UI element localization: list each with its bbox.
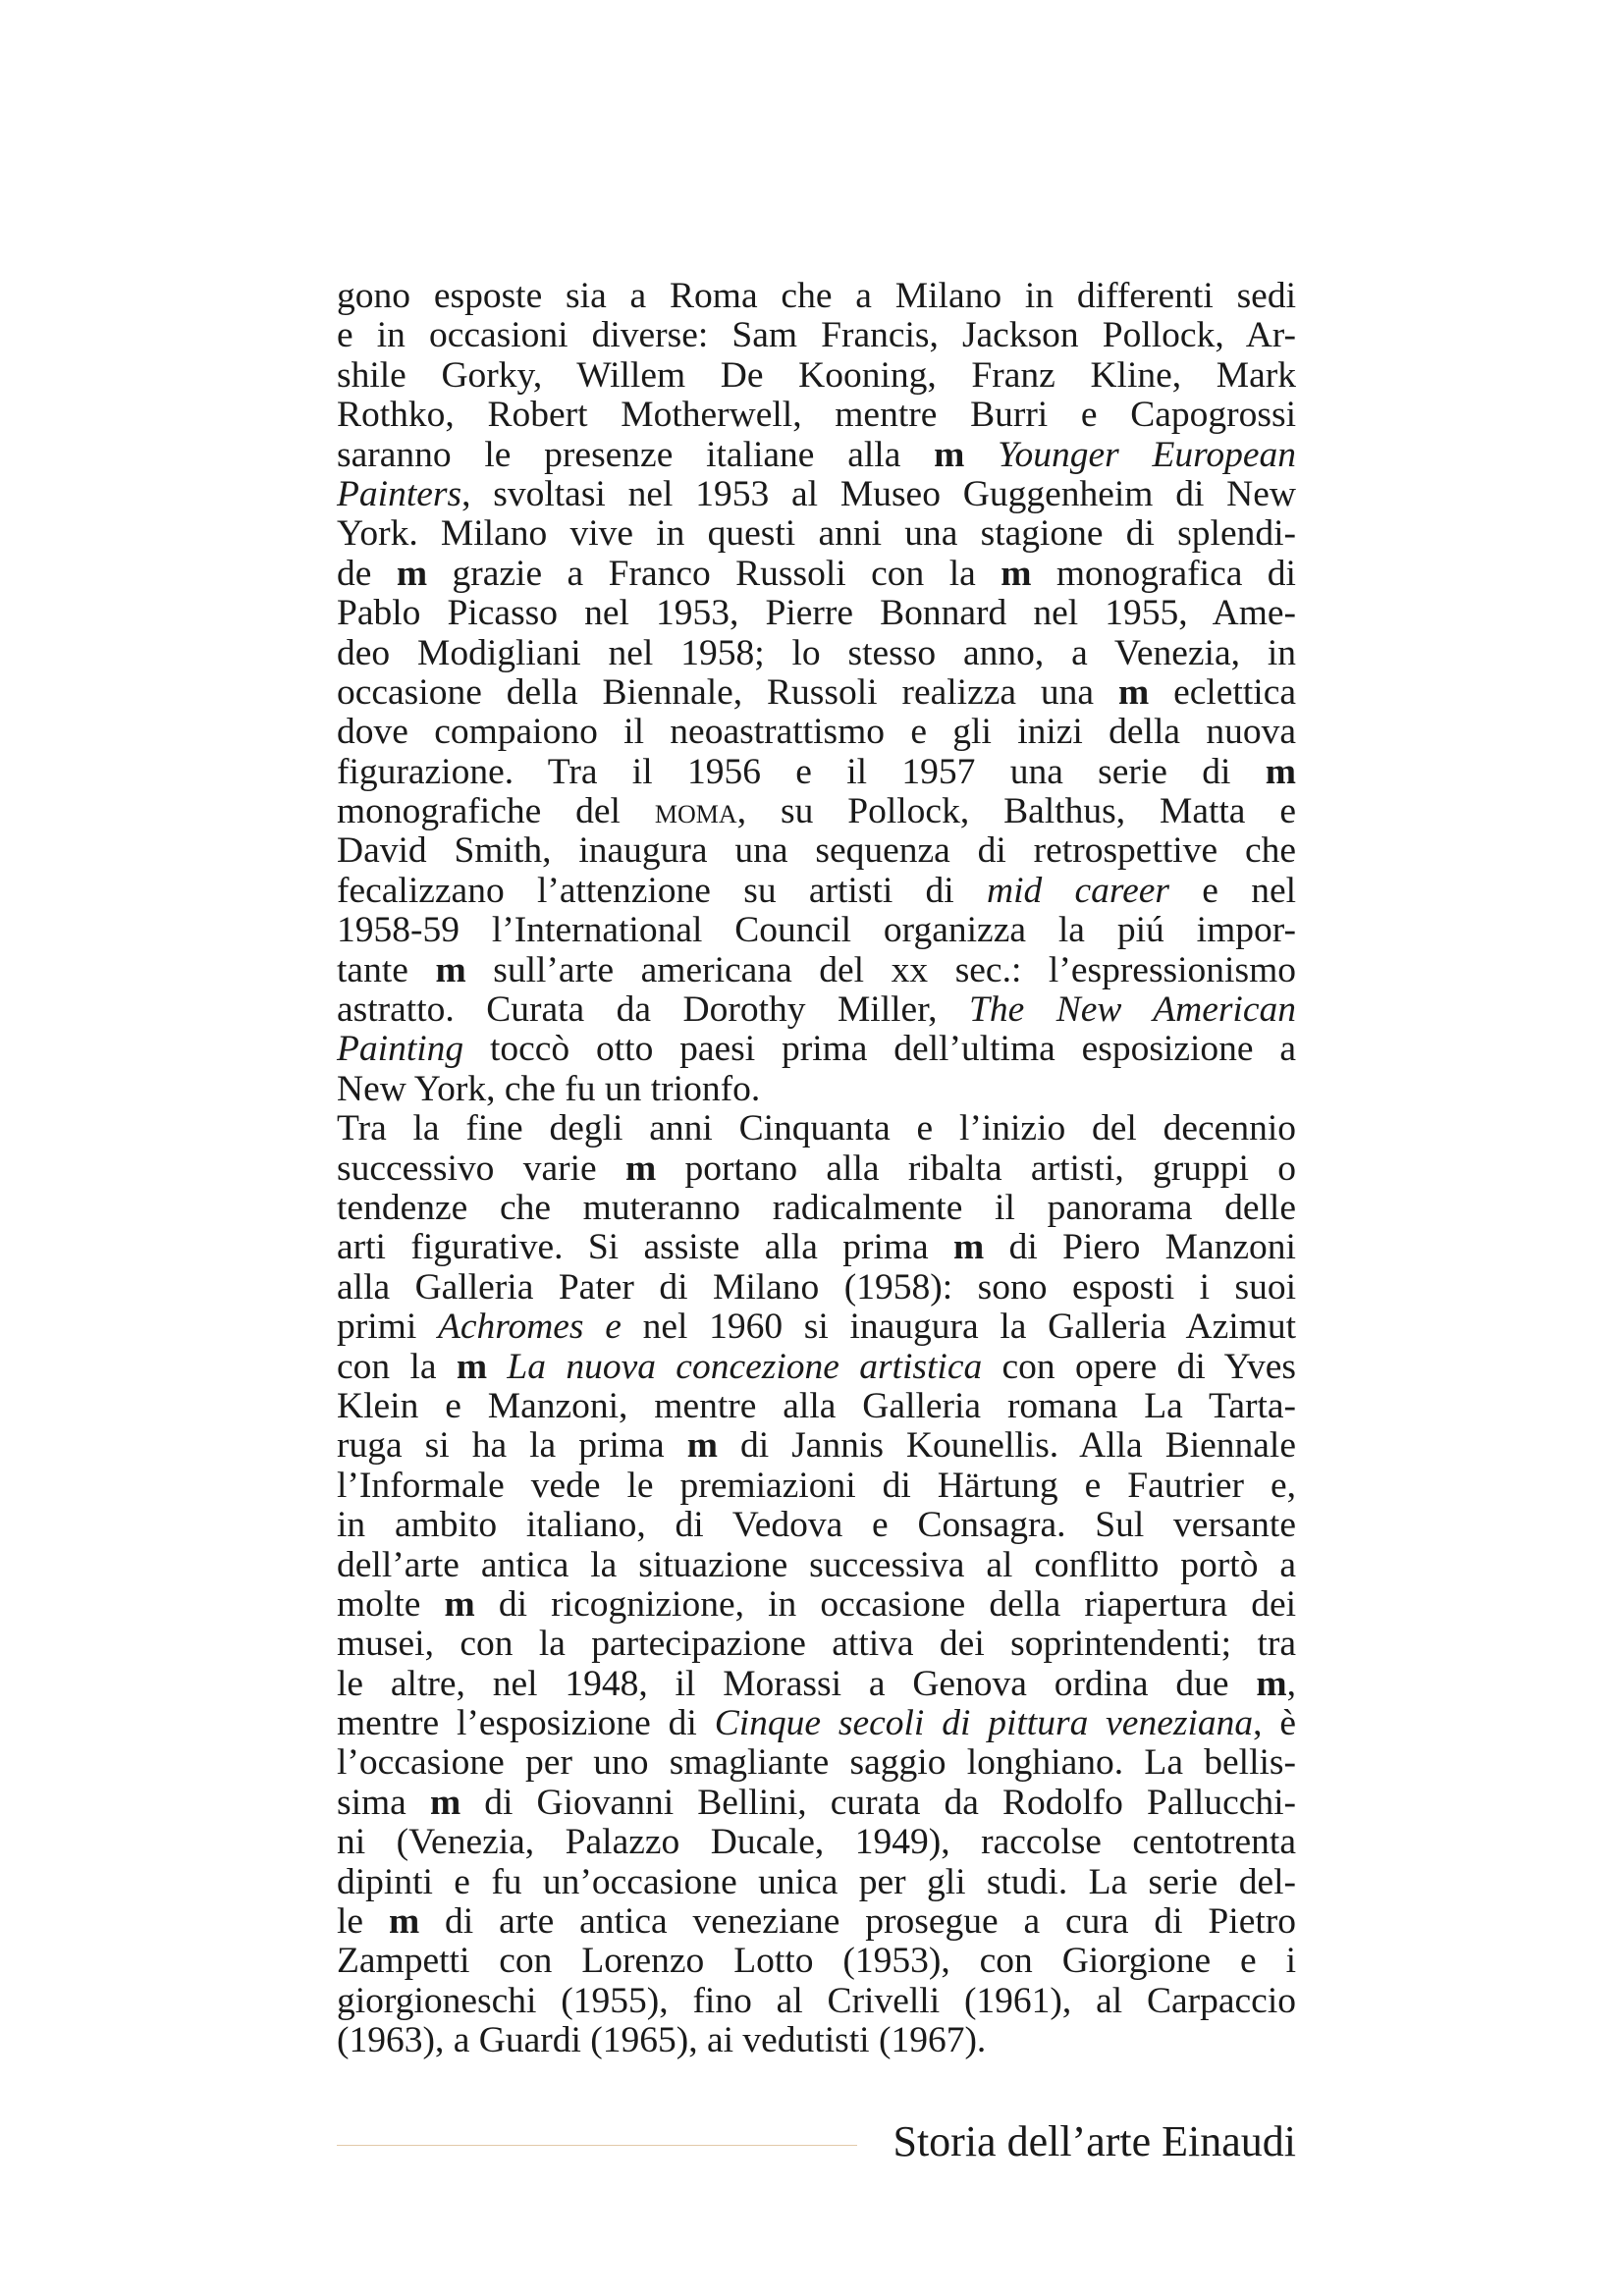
text-segment: dipinti e fu un’occasione unica per gli studi. La serie del-	[337, 1861, 1296, 1902]
text-segment: New York, che fu un trionfo.	[337, 1068, 761, 1109]
text-line	[337, 911, 1296, 950]
text-segment: occasione della Biennale, Russoli realizza una	[337, 671, 1118, 713]
text-segment: di Giovanni Bellini, curata da Rodolfo Pallucchi-	[460, 1782, 1297, 1823]
text-line	[337, 277, 1296, 316]
text-line	[337, 1506, 1296, 1545]
text-segment: m	[435, 949, 466, 990]
text-segment: portano alla ribalta artisti, gruppi o	[656, 1148, 1296, 1189]
text-segment: l’occasione per uno smagliante saggio longhiano. La bellis-	[337, 1742, 1296, 1784]
text-line	[337, 475, 1296, 514]
text-line	[337, 1982, 1296, 2021]
text-line	[337, 1348, 1296, 1387]
text-segment: giorgioneschi (1955), fino al Crivelli (1961), al Carpaccio	[337, 1980, 1296, 2021]
text-segment: arti figurative. Si assiste alla prima	[337, 1227, 954, 1268]
text-segment	[487, 1347, 507, 1387]
text-segment: m	[1265, 751, 1296, 792]
text-segment: ruga si ha la prima	[337, 1425, 687, 1467]
page-footer	[337, 2112, 1296, 2171]
text-line	[337, 1942, 1296, 1981]
text-segment: monografiche del	[337, 791, 655, 832]
text-segment: Pablo Picasso nel 1953, Pierre Bonnard nel 1955, Ame-	[337, 593, 1296, 634]
text-line	[337, 951, 1296, 990]
text-segment: Rothko, Robert Motherwell, mentre Burri e Capogrossi	[337, 395, 1296, 436]
text-line	[337, 356, 1296, 396]
text-line	[337, 753, 1296, 792]
text-segment: Painters	[337, 473, 462, 514]
text-line	[337, 1308, 1296, 1347]
text-line	[337, 396, 1296, 435]
text-line	[337, 1228, 1296, 1267]
text-line	[337, 1863, 1296, 1902]
text-line	[337, 872, 1296, 911]
text-segment: m	[686, 1425, 718, 1467]
text-line	[337, 1902, 1296, 1942]
text-segment: grazie a Franco Russoli con la	[427, 553, 1001, 594]
text-segment: deo Modigliani nel 1958; lo stesso anno, a Venezia, in	[337, 632, 1296, 673]
text-segment: (1963), a Guardi (1965), ai vedutisti (1967).	[337, 2020, 987, 2061]
text-line	[337, 1585, 1296, 1625]
text-line	[337, 1467, 1296, 1506]
text-segment: , su Pollock, Balthus, Matta e	[736, 791, 1296, 832]
text-segment: m	[1256, 1663, 1287, 1704]
text-segment: dell’arte antica la situazione successiva al conflitto portò a	[337, 1544, 1296, 1585]
text-segment: di ricognizione, in occasione della riapertura dei	[474, 1583, 1297, 1625]
text-line	[337, 436, 1296, 475]
text-line	[337, 1823, 1296, 1862]
text-segment: sull’arte americana del xx sec.: l’espressionismo	[465, 949, 1296, 990]
text-segment: di arte antica veneziane prosegue a cura di Pietro	[419, 1901, 1296, 1943]
text-line	[337, 1149, 1296, 1189]
text-segment: , è	[1253, 1703, 1296, 1744]
text-segment: toccò otto paesi prima dell’ultima esposizione a	[463, 1029, 1296, 1070]
text-segment: saranno le presenze italiane alla	[337, 434, 935, 475]
text-line	[337, 1426, 1296, 1466]
text-segment: m	[1117, 671, 1150, 713]
text-segment: m	[429, 1782, 461, 1823]
text-segment: primi	[337, 1307, 438, 1348]
text-segment: m	[396, 553, 428, 594]
text-segment: le	[337, 1901, 389, 1943]
text-line	[337, 713, 1296, 752]
text-segment: dove compaiono il neoastrattismo e gli inizi della nuova	[337, 712, 1296, 753]
text-segment	[964, 435, 998, 475]
text-line	[337, 514, 1296, 554]
text-segment: eclettica	[1149, 671, 1296, 713]
text-segment: Painting	[337, 1029, 464, 1070]
text-segment: shile Gorky, Willem De Kooning, Franz Kline, Mark	[337, 354, 1296, 396]
text-segment: fecalizzano l’attenzione su artisti di	[337, 870, 987, 911]
text-segment: Achromes e	[437, 1307, 622, 1348]
text-segment: m	[444, 1583, 475, 1625]
text-segment: successivo varie	[337, 1148, 625, 1189]
text-line	[337, 1387, 1296, 1426]
footer-rule	[337, 2145, 857, 2146]
text-segment: de	[337, 553, 397, 594]
text-line	[337, 1625, 1296, 1664]
text-segment: , svoltasi nel 1953 al Museo Guggenheim di New	[461, 473, 1296, 514]
text-segment: David Smith, inaugura una sequenza di retrospettive che	[337, 830, 1296, 872]
text-segment: con la	[337, 1346, 457, 1387]
text-line	[337, 1546, 1296, 1585]
text-segment: in ambito italiano, di Vedova e Consagra. Sul versante	[337, 1505, 1296, 1546]
text-segment: figurazione. Tra il 1956 e il 1957 una serie di	[337, 751, 1266, 792]
text-line	[337, 634, 1296, 673]
text-segment: Cinque secoli di pittura veneziana	[714, 1703, 1254, 1744]
text-segment: di Jannis Kounellis. Alla Biennale	[717, 1425, 1296, 1467]
text-segment: Klein e Manzoni, mentre alla Galleria romana La Tarta-	[337, 1385, 1296, 1426]
text-line	[337, 316, 1296, 355]
text-segment: con opere di Yves	[982, 1346, 1296, 1387]
text-line	[337, 1070, 1296, 1109]
text-line	[337, 1189, 1296, 1228]
text-segment: 1958-59 l’International Council organizza la piú impor-	[337, 910, 1296, 951]
text-segment: m	[624, 1148, 657, 1189]
text-segment: alla Galleria Pater di Milano (1958): sono esposti i suoi	[337, 1266, 1296, 1308]
text-line	[337, 1665, 1296, 1704]
text-segment: musei, con la partecipazione attiva dei soprintendenti; tra	[337, 1624, 1296, 1665]
text-line	[337, 831, 1296, 871]
text-segment: Younger European	[998, 434, 1297, 475]
text-line	[337, 990, 1296, 1030]
text-segment: molte	[337, 1583, 445, 1625]
text-line	[337, 673, 1296, 713]
text-line	[337, 555, 1296, 594]
text-segment: York. Milano vive in questi anni una stagione di splendi-	[337, 513, 1296, 555]
text-segment: Zampetti con Lorenzo Lotto (1953), con Giorgione e i	[337, 1941, 1296, 1982]
text-segment: nel 1960 si inaugura la Galleria Azimut	[621, 1307, 1297, 1348]
footer-title: Storia dell’arte Einaudi	[893, 2117, 1296, 2165]
text-segment: tante	[337, 949, 436, 990]
text-segment: The New American	[969, 989, 1296, 1031]
text-segment: tendenze che muteranno radicalmente il panorama delle	[337, 1187, 1296, 1228]
text-line	[337, 1784, 1296, 1823]
text-segment: e in occasioni diverse: Sam Francis, Jackson Pollock, Ar-	[337, 315, 1296, 356]
text-line	[337, 1109, 1296, 1148]
text-line	[337, 1743, 1296, 1783]
text-segment: ni (Venezia, Palazzo Ducale, 1949), raccolse centotrenta	[337, 1822, 1296, 1863]
text-line	[337, 1704, 1296, 1743]
text-line	[337, 1030, 1296, 1069]
text-line	[337, 594, 1296, 633]
body-text	[337, 277, 1296, 2061]
text-segment: m	[456, 1346, 488, 1387]
text-segment: e nel	[1169, 870, 1297, 911]
text-line	[337, 792, 1296, 831]
text-segment: ,	[1286, 1663, 1296, 1704]
text-segment: gono esposte sia a Roma che a Milano in differenti sedi	[337, 276, 1296, 316]
text-segment: mid career	[986, 870, 1169, 911]
text-segment: monografica di	[1031, 553, 1296, 594]
text-segment: moma	[654, 791, 737, 832]
text-segment: Tra la fine degli anni Cinquanta e l’inizio del decennio	[337, 1108, 1296, 1149]
text-segment: La nuova concezione artistica	[507, 1346, 983, 1387]
text-segment: m	[388, 1901, 420, 1943]
text-line	[337, 1268, 1296, 1308]
text-line	[337, 2021, 1296, 2060]
text-segment: le altre, nel 1948, il Morassi a Genova ordina due	[337, 1663, 1257, 1704]
text-segment: l’Informale vede le premiazioni di Härtung e Fautrier e,	[337, 1465, 1296, 1506]
text-segment: m	[1001, 553, 1032, 594]
text-segment: m	[934, 434, 965, 475]
text-segment: m	[953, 1227, 985, 1268]
text-segment: di Piero Manzoni	[984, 1227, 1296, 1268]
text-segment: sima	[337, 1782, 430, 1823]
text-segment: astratto. Curata da Dorothy Miller,	[337, 989, 970, 1031]
text-segment: mentre l’esposizione di	[337, 1703, 715, 1744]
